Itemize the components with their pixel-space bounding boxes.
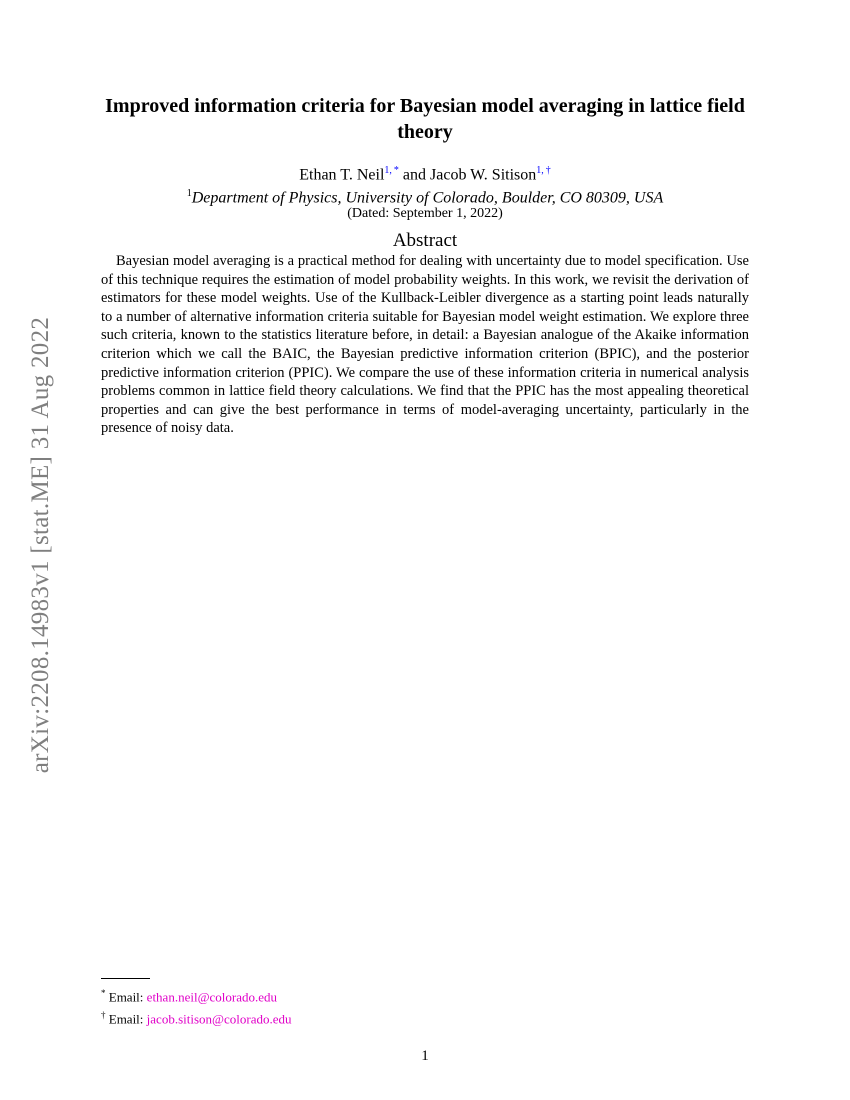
- footnote-divider: [101, 978, 150, 979]
- author-name: Ethan T. Neil: [299, 166, 385, 184]
- author-affiliation-mark: [384, 165, 399, 176]
- arxiv-identifier-stamp: arXiv:2208.14983v1 [stat.ME] 31 Aug 2022: [27, 316, 54, 774]
- abstract-body: Bayesian model averaging is a practical method for dealing with uncertainty due to model specification. Use of this technique requires the estimation of model probability weights. In this work, we revisit the derivation of estimators for these model weights. Use of the Kullback-Leibler divergence as a starting point leads naturally to a number of alternative information criteria suitable for Bayesian model weight estimation. We explore three such criteria, known to the statistics literature before, in detail: a Bayesian analogue of the Akaike information criterion which we call the BAIC, the Bayesian predictive information criterion (BPIC), and the posterior predictive information criterion (PPIC). We compare the use of these information criteria in numerical analysis problems common in lattice field theory calculations. We find that the PPIC has the most appealing theoretical properties and can give the best performance in terms of model-averaging uncertainty, particularly in the presence of noisy data.: [101, 253, 749, 437]
- footnote-item: [101, 984, 749, 1006]
- footnote-link[interactable]: 1, *: [384, 165, 399, 176]
- affiliation-mark: 1: [186, 188, 192, 199]
- footnote-item: [101, 1006, 749, 1028]
- author-conjunction: and: [402, 166, 427, 184]
- abstract-heading: Abstract: [392, 230, 458, 251]
- footnote-mark: *: [101, 988, 106, 998]
- author-line: [100, 161, 750, 185]
- page-number: 1: [421, 1048, 429, 1064]
- footnote-label: Email:: [108, 1011, 144, 1027]
- author-affiliation-mark: [536, 165, 551, 176]
- email-link[interactable]: ethan.neil@colorado.edu: [146, 989, 278, 1005]
- footnote-mark: †: [101, 1010, 106, 1021]
- author-name: Jacob W. Sitison: [430, 166, 537, 184]
- footnotes: [101, 984, 749, 1029]
- date-line: (Dated: September 1, 2022): [347, 206, 503, 221]
- footnote-link[interactable]: 1, †: [536, 165, 551, 176]
- footnote-label: Email:: [108, 989, 144, 1005]
- email-link[interactable]: jacob.sitison@colorado.edu: [146, 1011, 292, 1027]
- paper-title: Improved information criteria for Bayesian model averaging in lattice field theory: [105, 95, 745, 143]
- affiliation-text: Department of Physics, University of Colorado, Boulder, CO 80309, USA: [191, 189, 664, 207]
